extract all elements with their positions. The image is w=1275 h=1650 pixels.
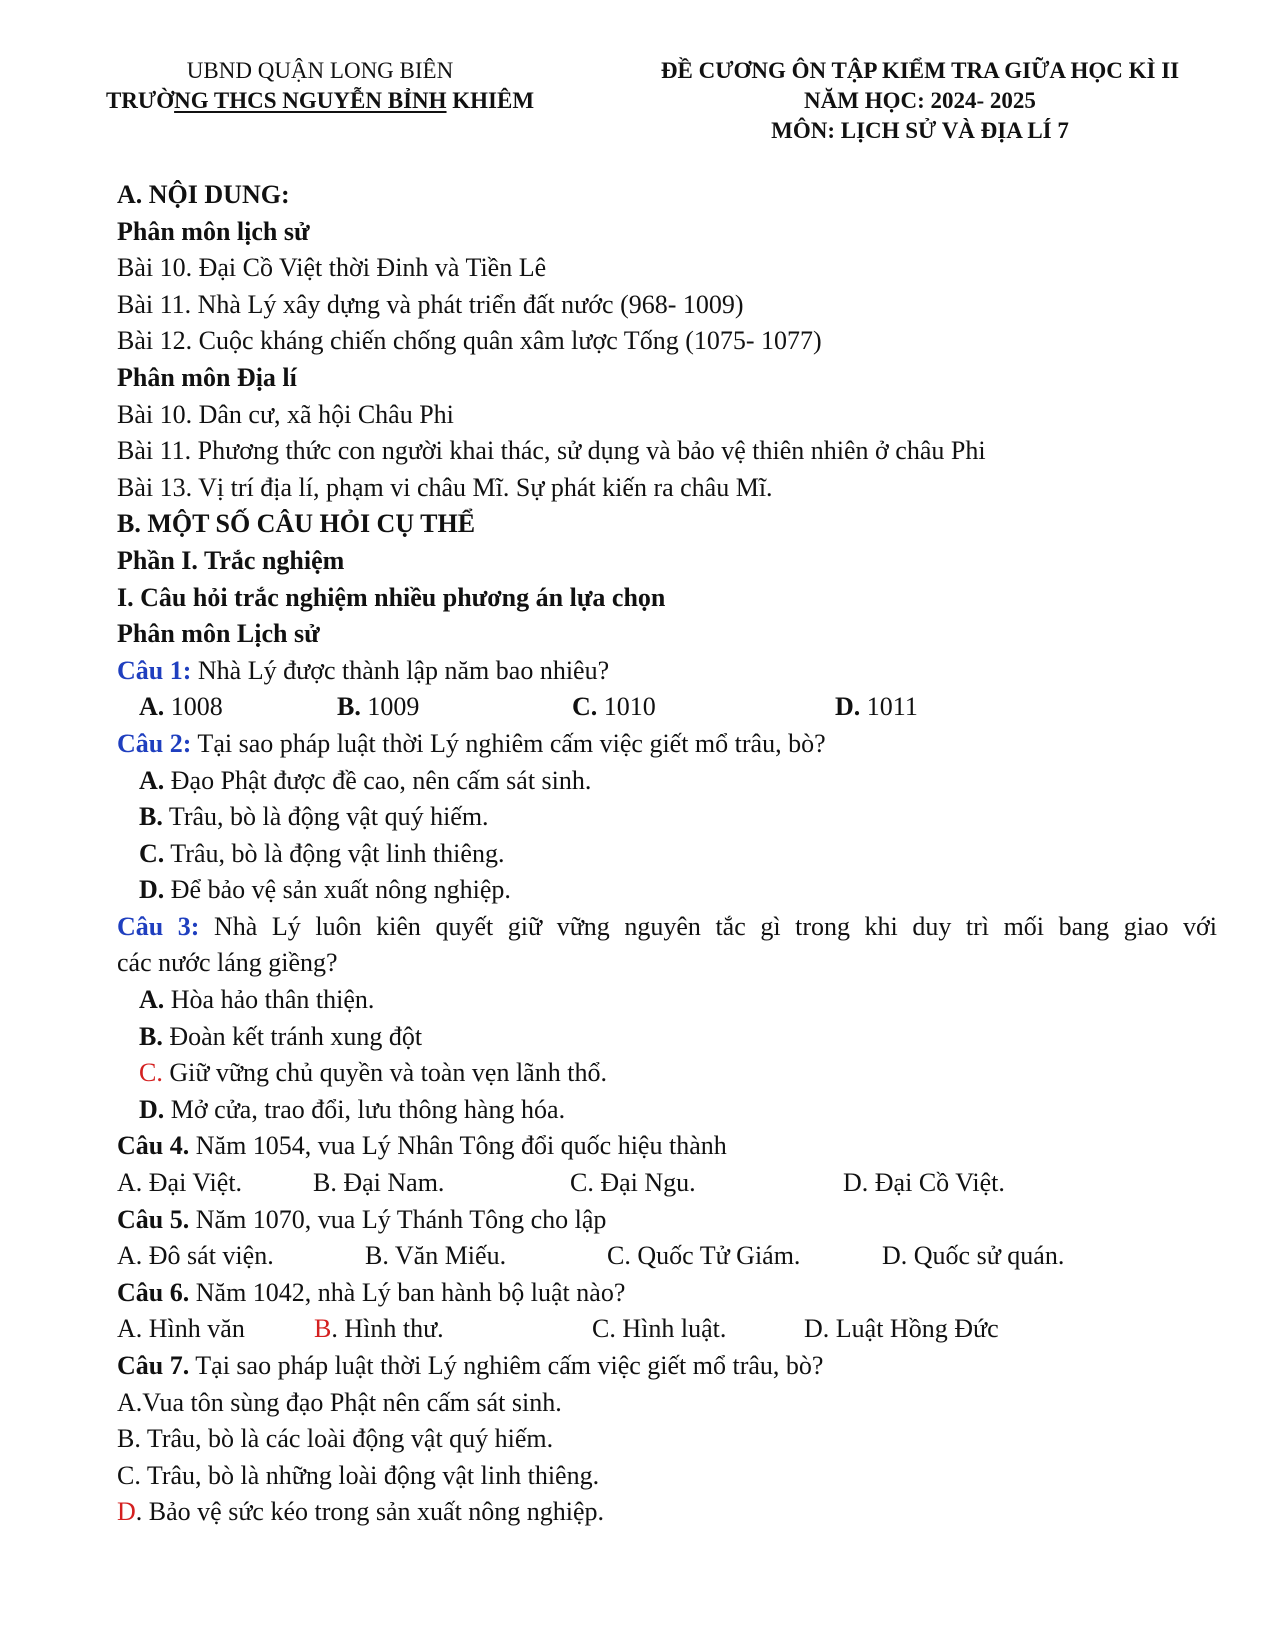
option-key: C. <box>139 838 165 868</box>
lesson-item: Bài 10. Dân cư, xã hội Châu Phi <box>117 399 454 429</box>
question-text: Tại sao pháp luật thời Lý nghiêm cấm việc giết mổ trâu, bò? <box>191 728 826 758</box>
question-7 <box>117 1348 1217 1385</box>
document-body <box>117 177 1217 1531</box>
question-5 <box>117 1202 1217 1239</box>
document-title: ĐỀ CƯƠNG ÔN TẬP KIỂM TRA GIỮA HỌC KÌ II <box>660 58 1180 83</box>
option-a: A.Vua tôn sùng đạo Phật nên cấm sát sinh. <box>117 1387 562 1417</box>
option-a <box>139 689 223 726</box>
option-key: D. <box>139 1094 165 1124</box>
question-4-options <box>117 1165 1217 1202</box>
option-c: C. Trâu, bò là những loài động vật linh thiêng. <box>117 1460 600 1490</box>
option-b-answer <box>314 1311 444 1348</box>
option-text: Đạo Phật được đề cao, nên cấm sát sinh. <box>164 765 592 795</box>
option-d <box>835 689 918 726</box>
question-5-options <box>117 1238 1217 1275</box>
lesson-item: Bài 11. Phương thức con người khai thác, sử dụng và bảo vệ thiên nhiên ở châu Phi <box>117 436 986 466</box>
lesson-item: Bài 13. Vị trí địa lí, phạm vi châu Mĩ. Sự phát kiến ra châu Mĩ. <box>117 472 773 502</box>
header-right <box>600 56 1240 146</box>
option-d: D. Đại Cồ Việt. <box>843 1168 1005 1198</box>
school-name <box>60 86 580 116</box>
question-6-options <box>117 1311 1217 1348</box>
option-b: B. Đại Nam. <box>313 1168 445 1198</box>
section-b-title: B. MỘT SỐ CÂU HỎI CỤ THỂ <box>117 509 476 539</box>
question-label: Câu 3: <box>117 911 200 941</box>
option-key: C. <box>572 692 598 722</box>
option-key: A. <box>139 765 165 795</box>
option-b: B. Văn Miếu. <box>365 1241 507 1271</box>
question-label: Câu 7. <box>117 1351 190 1380</box>
lesson-item: Bài 11. Nhà Lý xây dựng và phát triển đất nước (968- 1009) <box>117 289 744 319</box>
option-c-answer <box>117 1055 1217 1092</box>
option-text: 1008 <box>164 692 223 722</box>
option-key: D. <box>835 692 861 722</box>
option-key: A. <box>139 692 165 722</box>
question-text: Năm 1042, nhà Lý ban hành bộ luật nào? <box>189 1277 626 1307</box>
option-key: B. <box>139 802 163 832</box>
part-1-subheading: I. Câu hỏi trắc nghiệm nhiều phương án lựa chọn <box>117 582 666 612</box>
question-3-continued: các nước láng giềng? <box>117 948 338 978</box>
question-label: Câu 2: <box>117 728 192 758</box>
option-b: B. Trâu, bò là các loài động vật quý hiếm. <box>117 1424 554 1454</box>
option-key: A. <box>139 985 165 1015</box>
question-text: Năm 1070, vua Lý Thánh Tông cho lập <box>189 1204 607 1234</box>
lesson-item: Bài 10. Đại Cồ Việt thời Đinh và Tiền Lê <box>117 253 547 283</box>
district-name: UBND QUẬN LONG BIÊN <box>186 58 454 83</box>
option-d <box>117 872 1217 909</box>
question-text: Năm 1054, vua Lý Nhân Tông đổi quốc hiệu thành <box>189 1131 727 1161</box>
option-c <box>117 836 1217 873</box>
question-3 <box>117 909 1217 946</box>
option-key: D <box>117 1497 136 1527</box>
school-name-part: TRƯỜ <box>105 88 175 113</box>
school-name-part: KHIÊM <box>446 88 535 113</box>
subject-name: MÔN: LỊCH SỬ VÀ ĐỊA LÍ 7 <box>771 118 1069 143</box>
option-d-answer <box>117 1494 1217 1531</box>
option-text: 1009 <box>360 692 420 722</box>
option-key: C. <box>139 1058 163 1088</box>
option-c: C. Hình luật. <box>592 1314 727 1344</box>
option-text: 1010 <box>597 692 656 722</box>
option-b <box>117 799 1217 836</box>
question-6 <box>117 1275 1217 1312</box>
question-1 <box>117 653 1217 690</box>
section-a-title: A. NỘI DUNG: <box>117 180 290 209</box>
option-key: D. <box>139 875 165 905</box>
option-b <box>117 1019 1217 1056</box>
option-a <box>117 982 1217 1019</box>
option-text: Đoàn kết tránh xung đột <box>162 1021 423 1051</box>
option-text: Mở cửa, trao đổi, lưu thông hàng hóa. <box>164 1094 566 1124</box>
option-b <box>337 689 419 726</box>
option-text: Trâu, bò là động vật quý hiếm. <box>162 802 489 832</box>
option-text: Trâu, bò là động vật linh thiêng. <box>164 838 505 868</box>
question-text: Nhà Lý được thành lập năm bao nhiêu? <box>191 655 610 685</box>
option-a: A. Hình văn <box>117 1314 245 1344</box>
history-heading: Phân môn lịch sử <box>117 216 310 246</box>
option-d: D. Luật Hồng Đức <box>804 1314 999 1344</box>
question-label: Câu 1: <box>117 655 192 685</box>
option-key: B <box>314 1314 332 1344</box>
option-c <box>572 689 656 726</box>
option-a: A. Đại Việt. <box>117 1168 243 1198</box>
question-1-options <box>117 689 1217 726</box>
part-1-heading: Phần I. Trắc nghiệm <box>117 545 345 575</box>
option-text: . Bảo vệ sức kéo trong sản xuất nông nghiệp. <box>135 1497 605 1527</box>
question-text: Nhà Lý luôn kiên quyết giữ vững nguyên tắc gì trong khi duy trì mối bang giao với <box>199 911 1217 941</box>
header-left <box>60 56 580 116</box>
option-text: . Hình thư. <box>331 1314 444 1344</box>
question-label: Câu 4. <box>117 1131 190 1161</box>
geography-heading: Phân môn Địa lí <box>117 362 297 392</box>
subject-heading: Phân môn Lịch sử <box>117 619 320 649</box>
question-4 <box>117 1128 1217 1165</box>
question-text: Tại sao pháp luật thời Lý nghiêm cấm việc giết mổ trâu, bò? <box>189 1351 824 1380</box>
question-label: Câu 6. <box>117 1277 190 1307</box>
option-a <box>117 763 1217 800</box>
question-label: Câu 5. <box>117 1204 190 1234</box>
option-text: Giữ vững chủ quyền và toàn vẹn lãnh thổ. <box>162 1058 607 1088</box>
option-c: C. Đại Ngu. <box>570 1168 696 1198</box>
lesson-item: Bài 12. Cuộc kháng chiến chống quân xâm lược Tống (1075- 1077) <box>117 326 822 356</box>
option-d: D. Quốc sử quán. <box>882 1241 1065 1271</box>
option-text: Để bảo vệ sản xuất nông nghiệp. <box>164 875 511 905</box>
option-text: 1011 <box>860 692 918 722</box>
option-d <box>117 1092 1217 1129</box>
school-name-underlined: NG THCS NGUYỄN BỈNH <box>174 88 447 113</box>
option-key: B. <box>337 692 361 722</box>
option-text: Hòa hảo thân thiện. <box>164 985 375 1015</box>
school-year: NĂM HỌC: 2024- 2025 <box>804 88 1036 113</box>
option-key: B. <box>139 1021 163 1051</box>
option-c: C. Quốc Tử Giám. <box>607 1241 801 1271</box>
option-a: A. Đô sát viện. <box>117 1241 274 1271</box>
question-2 <box>117 726 1217 763</box>
